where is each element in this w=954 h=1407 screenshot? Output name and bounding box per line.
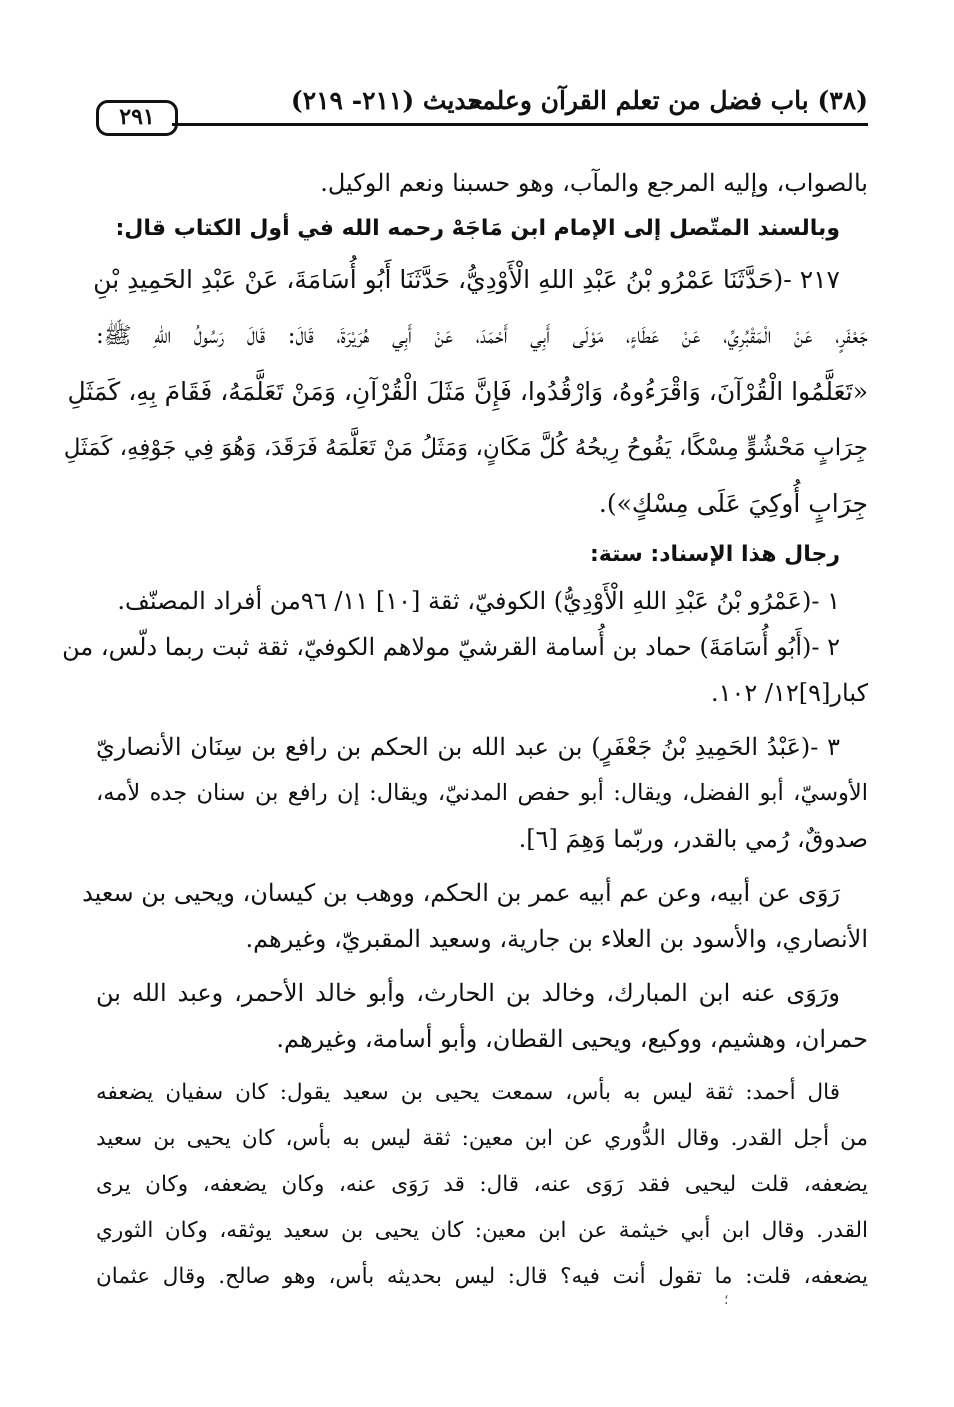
hadith-line: جِرَابٍ أُوكِيَ عَلَى مِسْكٍ»).	[598, 489, 868, 518]
header-rule	[172, 123, 868, 126]
section-heading: وبالسند المتّصل إلى الإمام ابن مَاجَهْ رحمه الله في أول الكتاب قال:	[115, 216, 840, 241]
hadith-line: جَعْفَرٍ، عَنْ الْمَقْبُرِيِّ، عَنْ عَطَاءٍ، مَوْلَى أَبِي أَحْمَدَ، عَنْ أَبِي هُرَيْرَةَ، قَالَ: قَالَ رَسُولُ اللهِ ﷺ:	[96, 323, 868, 349]
text-line: صدوقٌ، رُمي بالقدر، وربّما وَهِمَ [٦].	[518, 825, 868, 853]
text-line: من أجل القدر. وقال الدُّوري عن ابن معين: ثقة ليس به بأس، كان يحيى بن سعيد	[96, 1126, 868, 1151]
text-line: يضعفه، قلت ليحيى فقد رَوَى عنه، قال: قد رَوَى عنه، وكان يضعفه، وكان يرى	[96, 1172, 868, 1197]
text-line: قال أحمد: ثقة ليس به بأس، سمعت يحيى بن سعيد يقول: كان سفيان يضعفه	[96, 1080, 840, 1105]
hadith-line: جِرَابٍ مَحْشُوٍّ مِسْكًا، يَفُوحُ رِيحُهُ كُلَّ مَكَانٍ، وَمَثَلُ مَنْ تَعَلَّمَهُ فَرَقَدَ، وَهُوَ فِي جَوْفِهِ، كَمَثَلِ	[63, 435, 868, 461]
text-line: الأنصاري، والأسود بن العلاء بن جارية، وسعيد المقبريّ، وغيرهم.	[245, 925, 868, 953]
page-number: ٢٩١	[96, 100, 178, 136]
footer-mark: ؛	[724, 1292, 729, 1308]
spacer	[96, 716, 868, 724]
narrator-entry: ٣ -(عَبْدُ الحَمِيدِ بْنُ جَعْفَرٍ) بن عبد الله بن الحكم بن رافع بن سِنَان الأنصاريّ	[96, 733, 840, 761]
text-line: الأوسيّ، أبو الفضل، ويقال: أبو حفص المدنيّ، ويقال: إن رافع بن سنان جده لأمه،	[96, 780, 868, 806]
narrator-entry: ٢ -(أَبُو أُسَامَةَ) حماد بن أُسامة القرشيّ مولاهم الكوفيّ، ثقة ثبت ربما دلّس، من	[62, 633, 840, 661]
narrator-entry: كبار[٩]١٢/ ١٠٢.	[710, 679, 868, 707]
hadith-line: ٢١٧ -(حَدَّثَنَا عَمْرُو بْنُ عَبْدِ اللهِ الْأَوْدِيُّ، حَدَّثَنَا أَبُو أُسَامَةَ، عَنْ عَبْدِ الحَمِيدِ بْنِ	[93, 265, 840, 294]
text-line: حمران، وهشيم، ووكيع، ويحيى القطان، وأبو أسامة، وغيرهم.	[276, 1025, 868, 1053]
spacer	[96, 862, 868, 870]
hadith-range: حديث (٢١١- ٢١٩)	[290, 86, 483, 115]
page-header	[96, 70, 868, 130]
text-line: رَوَى عن أبيه، وعن عم أبيه عمر بن الحكم، ووهب بن كيسان، ويحيى بن سعيد	[82, 879, 840, 907]
narrator-entry: ١ -(عَمْرُو بْنُ عَبْدِ اللهِ الْأَوْدِيُّ) الكوفيّ، ثقة [١٠] ١١/ ٩٦من أفراد المصنّف.	[117, 587, 840, 615]
chapter-title: (٣٨) باب فضل من تعلم القرآن وعلمه	[468, 86, 868, 115]
text-line: يضعفه، قلت: ما تقول أنت فيه؟ قال: ليس بحديثه بأس، وهو صالح. وقال عثمان	[96, 1264, 868, 1289]
spacer	[96, 962, 868, 970]
text-line: ورَوَى عنه ابن المبارك، وخالد بن الحارث، وأبو خالد الأحمر، وعبد الله بن	[96, 979, 840, 1007]
narrators-heading: رجال هذا الإسناد: ستة:	[590, 542, 840, 567]
text-line: بالصواب، وإليه المرجع والمآب، وهو حسبنا ونعم الوكيل.	[320, 169, 868, 197]
book-page	[62, 70, 868, 1350]
text-line: القدر. وقال ابن أبي خيثمة عن ابن معين: كان يحيى بن سعيد يوثقه، وكان الثوري	[96, 1218, 868, 1243]
hadith-line: «تَعَلَّمُوا الْقُرْآنَ، وَاقْرَءُوهُ، وَارْقُدُوا، فَإِنَّ مَثَلَ الْقُرْآنِ، وَمَنْ تَعَلَّمَهُ، فَقَامَ بِهِ، كَمَثَلِ	[67, 377, 868, 406]
spacer	[96, 1062, 868, 1070]
page-body	[62, 160, 868, 1300]
